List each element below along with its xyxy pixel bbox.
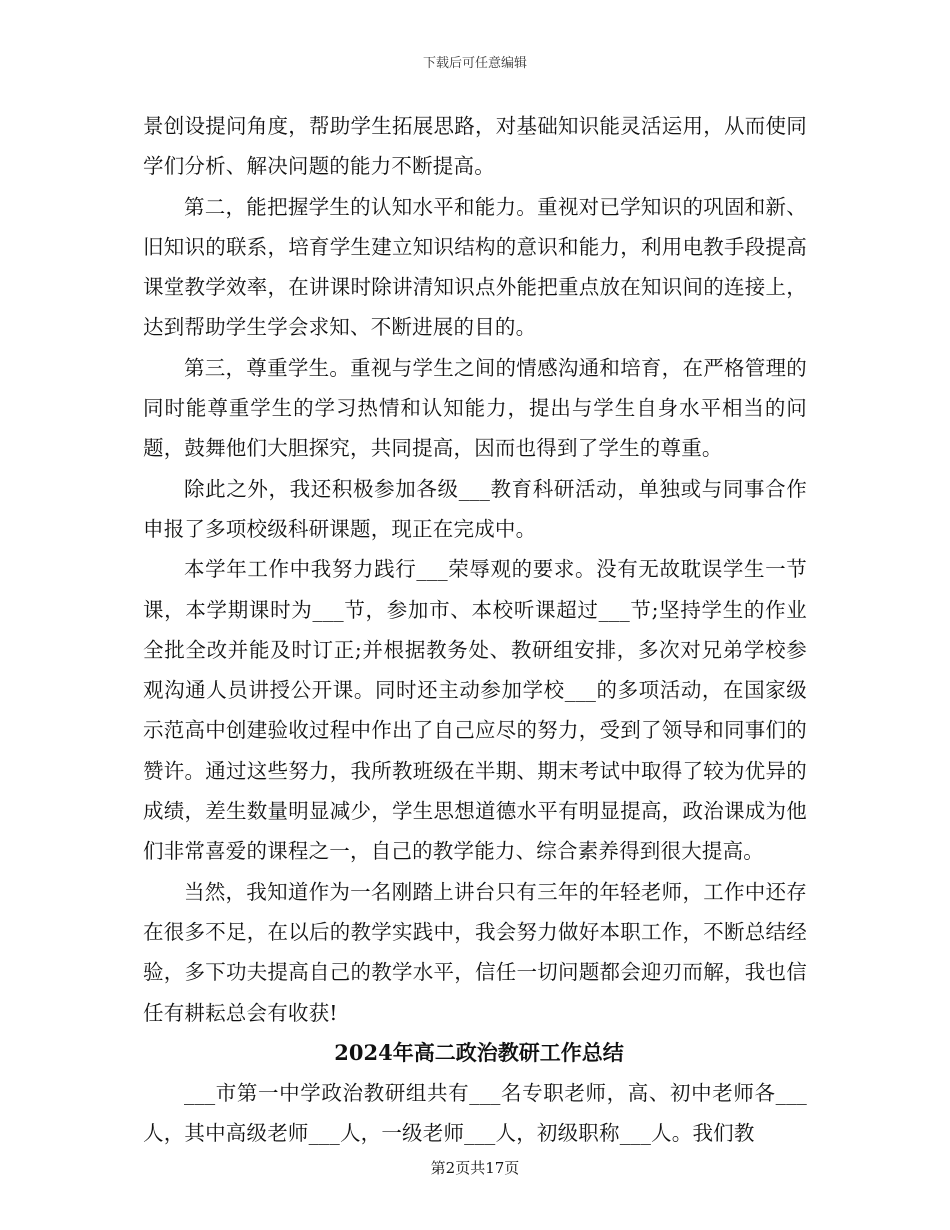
paragraph: 第二，能把握学生的认知水平和能力。重视对已学知识的巩固和新、旧知识的联系，培育学生建立知识结构的意识和能力，利用电教手段提高课堂教学效率，在讲课时除讲清知识点外能把重点放在知识间的连接上，达到帮助学生学会求知、不断进展的目的。 [143, 194, 807, 340]
page-number: 第2页共17页 [430, 1159, 520, 1177]
paragraph: 景创设提问角度，帮助学生拓展思路，对基础知识能灵活运用，从而使同学们分析、解决问题的能力不断提高。 [143, 114, 807, 179]
paragraph: 本学年工作中我努力践行___荣辱观的要求。没有无故耽误学生一节课，本学期课时为___节，参加市、本校听课超过___节;坚持学生的作业全批全改并能及时订正;并根据教务处、教研组安排，多次对兄弟学校参观沟通人员讲授公开课。同时还主动参加学校___的多项活动，在国家级示范高中创建验收过程中作出了自己应尽的努力，受到了领导和同事们的赞许。通过这些努力，我所教班级在半期、期末考试中取得了较为优异的成绩，差生数量明显减少，学生思想道德水平有明显提高，政治课成为他们非常喜爱的课程之一，自己的教学能力、综合素养得到很大提高。 [143, 557, 807, 864]
section-title: 2024年高二政治教研工作总结 [334, 1039, 624, 1065]
document-body [143, 106, 807, 1154]
page-header: 下载后可任意编辑 [422, 56, 527, 71]
paragraph: ___市第一中学政治教研组共有___名专职老师，高、初中老师各___人，其中高级老师___人，一级老师___人，初级职称___人。我们教 [143, 1081, 807, 1146]
paragraph: 当然，我知道作为一名刚踏上讲台只有三年的年轻老师，工作中还存在很多不足，在以后的教学实践中，我会努力做好本职工作，不断总结经验，多下功夫提高自己的教学水平，信任一切问题都会迎刃而解，我也信任有耕耘总会有收获! [143, 879, 807, 1025]
paragraph: 除此之外，我还积极参加各级___教育科研活动，单独或与同事合作申报了多项校级科研课题，现正在完成中。 [143, 476, 807, 541]
paragraph: 第三，尊重学生。重视与学生之间的情感沟通和培育，在严格管理的同时能尊重学生的学习热情和认知能力，提出与学生自身水平相当的问题，鼓舞他们大胆探究，共同提高，因而也得到了学生的尊重。 [143, 355, 807, 461]
